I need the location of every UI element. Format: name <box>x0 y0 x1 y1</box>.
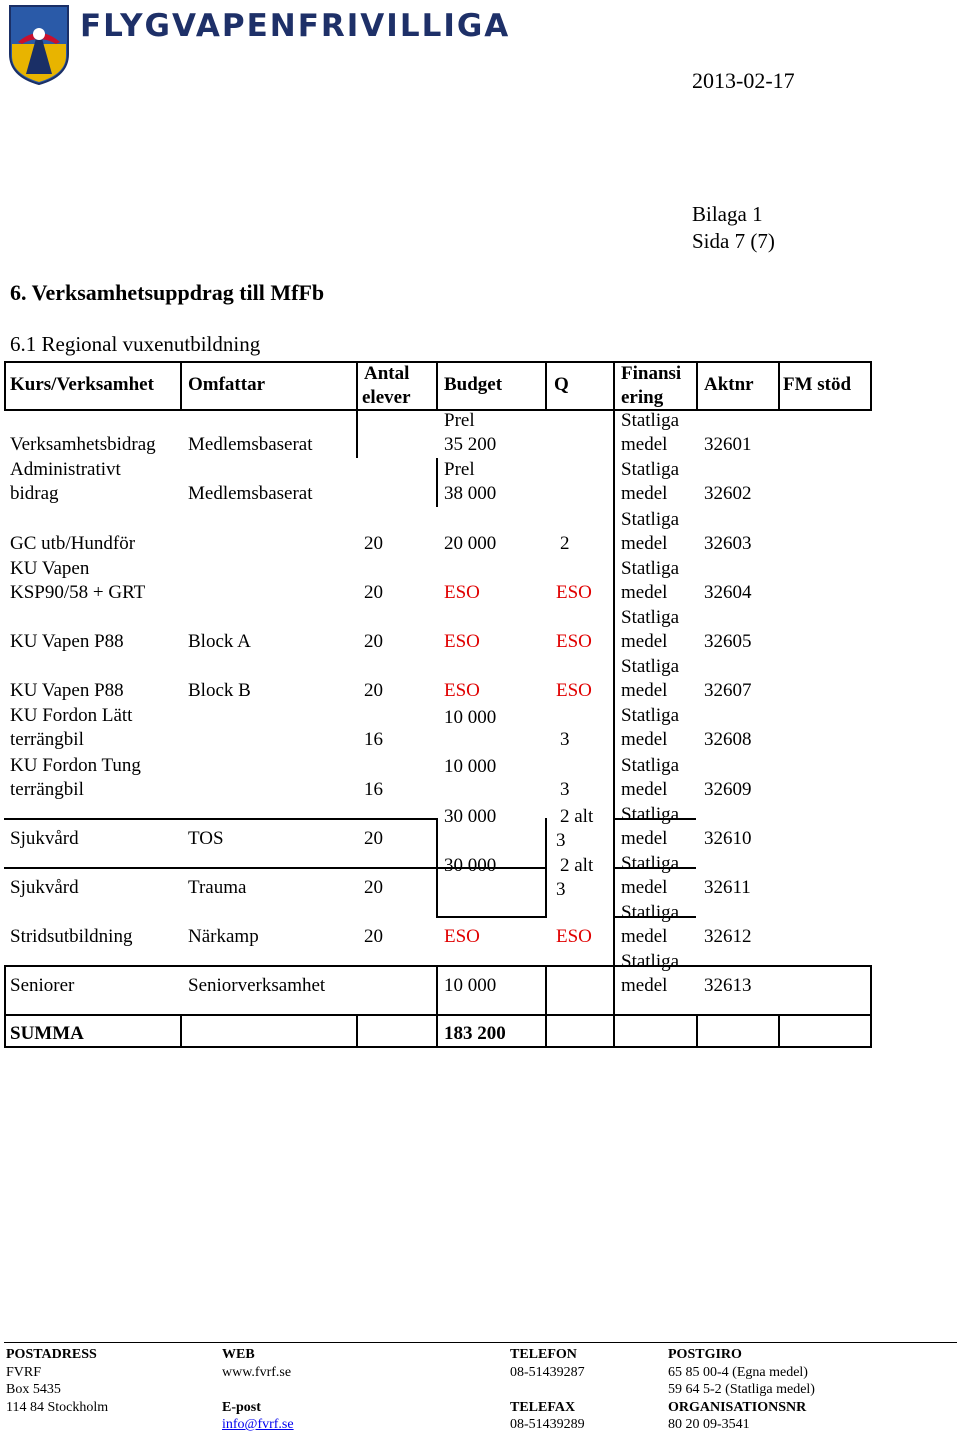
footer-telefax-label: TELEFAX <box>510 1400 576 1415</box>
cell-q: ESO <box>556 926 592 948</box>
cell-fin: Statliga <box>621 902 680 924</box>
cell-antal: 20 <box>364 827 383 849</box>
header-budget: Budget <box>444 374 503 395</box>
cell-fin: medel <box>621 975 668 997</box>
cell-omfattar: Block B <box>188 680 251 702</box>
cell-aktnr: 32602 <box>704 483 752 505</box>
cell-fin: medel <box>621 581 668 603</box>
cell-aktnr: 32608 <box>704 729 752 751</box>
cell-antal: 20 <box>364 581 383 603</box>
subsection-heading: 6.1 Regional vuxenutbildning <box>10 332 261 356</box>
header-aktnr: Aktnr <box>704 374 754 395</box>
cell-q: ESO <box>556 581 592 603</box>
cell-omfattar: Medlemsbaserat <box>188 434 313 456</box>
cell-budget: 10 000 <box>444 975 497 997</box>
cell-budget: 38 000 <box>444 483 497 505</box>
cell-aktnr: 32604 <box>704 581 752 603</box>
cell-fin: Statliga <box>621 853 680 874</box>
cell-kurs: Sjukvård <box>10 877 79 898</box>
cell-omfattar: Trauma <box>188 877 247 898</box>
cell-kurs: KU Vapen P88 <box>10 680 124 702</box>
footer-postgiro-2: 59 64 5-2 (Statliga medel) <box>668 1382 815 1397</box>
header-omfattar: Omfattar <box>188 374 266 395</box>
cell-antal: 20 <box>364 631 383 652</box>
cell-aktnr: 32610 <box>704 827 752 849</box>
footer-web-url[interactable]: www.fvrf.se <box>222 1365 292 1380</box>
logo-shield-icon <box>8 4 70 86</box>
cell-fin: medel <box>621 680 668 702</box>
cell-fin: Statliga <box>621 557 680 579</box>
cell-aktnr: 32605 <box>704 631 752 652</box>
cell-antal: 16 <box>364 729 383 751</box>
cell-aktnr: 32613 <box>704 975 752 997</box>
cell-fin: Statliga <box>621 508 680 530</box>
brand-name: FLYGVAPENFRIVILLIGA <box>80 8 511 44</box>
cell-fin: medel <box>621 827 668 849</box>
cell-kurs: GC utb/Hundför <box>10 532 136 554</box>
cell-aktnr: 32603 <box>704 532 752 554</box>
cell-budget: ESO <box>444 680 480 702</box>
cell-kurs: KU Vapen P88 <box>10 631 124 652</box>
cell-fin: medel <box>621 926 668 948</box>
cell-kurs: terrängbil <box>10 729 84 751</box>
summa-label: SUMMA <box>10 1023 84 1044</box>
cell-fin: medel <box>621 877 668 898</box>
cell-budget: 30 000 <box>444 805 497 827</box>
cell-aktnr: 32609 <box>704 778 752 800</box>
cell-q: 3 <box>556 829 566 851</box>
cell-q: 2 alt <box>560 854 594 876</box>
document-date: 2013-02-17 <box>692 68 795 93</box>
footer-telefax: 08-51439289 <box>510 1417 585 1432</box>
cell-omfattar: Seniorverksamhet <box>188 975 326 997</box>
footer-email-label: E-post <box>222 1400 261 1415</box>
cell-fin: medel <box>621 778 668 800</box>
cell-q: ESO <box>556 631 592 652</box>
cell-kurs: Sjukvård <box>10 827 79 849</box>
cell-budget: 30 000 <box>444 854 497 876</box>
cell-kurs: terrängbil <box>10 778 84 800</box>
header-q: Q <box>554 374 569 395</box>
cell-kurs: bidrag <box>10 483 59 505</box>
footer-orgnr: 80 20 09-3541 <box>668 1417 750 1432</box>
cell-q: 2 alt <box>560 805 594 827</box>
cell-antal: 20 <box>364 680 383 702</box>
cell-fin: Statliga <box>621 803 680 825</box>
cell-omfattar: Block A <box>188 631 251 652</box>
bilaga-label: Bilaga 1 <box>692 202 763 226</box>
cell-kurs: KU Fordon Tung <box>10 754 141 776</box>
cell-budget: ESO <box>444 581 480 603</box>
cell-aktnr: 32612 <box>704 926 752 948</box>
cell-fin: Statliga <box>621 754 680 776</box>
cell-budget: 20 000 <box>444 532 497 554</box>
footer-postadress-1: FVRF <box>6 1365 42 1380</box>
cell-budget: Prel <box>444 459 475 481</box>
cell-antal: 20 <box>364 877 383 898</box>
footer-postadress-2: Box 5435 <box>6 1382 61 1397</box>
footer <box>0 1340 960 1432</box>
footer-postadress-3: 114 84 Stockholm <box>6 1400 109 1415</box>
cell-budget: 10 000 <box>444 707 497 729</box>
cell-q: 3 <box>556 878 566 900</box>
cell-budget: ESO <box>444 926 480 948</box>
page-reference <box>692 201 775 255</box>
footer-email-link[interactable]: info@fvrf.se <box>222 1417 294 1432</box>
footer-postgiro-label: POSTGIRO <box>668 1347 742 1362</box>
cell-q: ESO <box>556 680 592 702</box>
cell-q: 3 <box>560 729 570 751</box>
cell-antal: 16 <box>364 778 383 800</box>
footer-orgnr-label: ORGANISATIONSNR <box>668 1400 807 1415</box>
cell-fin: Statliga <box>621 607 680 628</box>
cell-fin: Statliga <box>621 951 680 973</box>
cell-fin: medel <box>621 729 668 751</box>
header-fm-stod: FM stöd <box>783 374 852 395</box>
cell-omfattar: Närkamp <box>188 926 259 948</box>
cell-fin: medel <box>621 483 668 505</box>
cell-kurs: Administrativt <box>10 459 121 481</box>
footer-telefon-label: TELEFON <box>510 1347 577 1362</box>
cell-fin: Statliga <box>621 459 680 481</box>
header-finansiering-2: ering <box>621 387 664 408</box>
cell-fin: Statliga <box>621 410 680 432</box>
cell-budget: 35 200 <box>444 434 497 456</box>
cell-antal: 20 <box>364 926 383 948</box>
cell-fin: medel <box>621 631 668 652</box>
footer-web-label: WEB <box>222 1347 255 1362</box>
header-kurs: Kurs/Verksamhet <box>10 374 154 395</box>
cell-kurs: Seniorer <box>10 975 75 997</box>
budget-table <box>4 361 872 1048</box>
footer-postadress-label: POSTADRESS <box>6 1347 97 1362</box>
cell-omfattar: TOS <box>188 827 224 849</box>
header-antal: Antal <box>364 363 410 384</box>
cell-q: 2 <box>560 532 570 554</box>
section-heading: 6. Verksamhetsuppdrag till MfFb <box>10 280 325 305</box>
page-number: Sida 7 (7) <box>692 229 775 253</box>
cell-aktnr: 32611 <box>704 877 751 898</box>
cell-fin: Statliga <box>621 656 680 678</box>
header-elever: elever <box>362 387 411 408</box>
cell-aktnr: 32601 <box>704 434 752 456</box>
cell-budget: 10 000 <box>444 756 497 778</box>
cell-antal: 20 <box>364 532 383 554</box>
cell-q: 3 <box>560 778 570 800</box>
cell-kurs: KU Vapen <box>10 557 90 579</box>
cell-kurs: KU Fordon Lätt <box>10 705 133 727</box>
cell-omfattar: Medlemsbaserat <box>188 483 313 505</box>
summa-value: 183 200 <box>444 1023 506 1044</box>
cell-fin: medel <box>621 434 668 456</box>
cell-kurs: KSP90/58 + GRT <box>10 581 146 603</box>
footer-postgiro-1: 65 85 00-4 (Egna medel) <box>668 1365 808 1380</box>
cell-fin: Statliga <box>621 705 680 727</box>
cell-kurs: Verksamhetsbidrag <box>10 434 156 456</box>
footer-telefon: 08-51439287 <box>510 1365 585 1380</box>
cell-kurs: Stridsutbildning <box>10 926 133 948</box>
cell-budget: ESO <box>444 631 480 652</box>
cell-fin: medel <box>621 532 668 554</box>
cell-aktnr: 32607 <box>704 680 752 702</box>
cell-budget: Prel <box>444 410 475 432</box>
header-finansiering-1: Finansi <box>621 363 682 384</box>
